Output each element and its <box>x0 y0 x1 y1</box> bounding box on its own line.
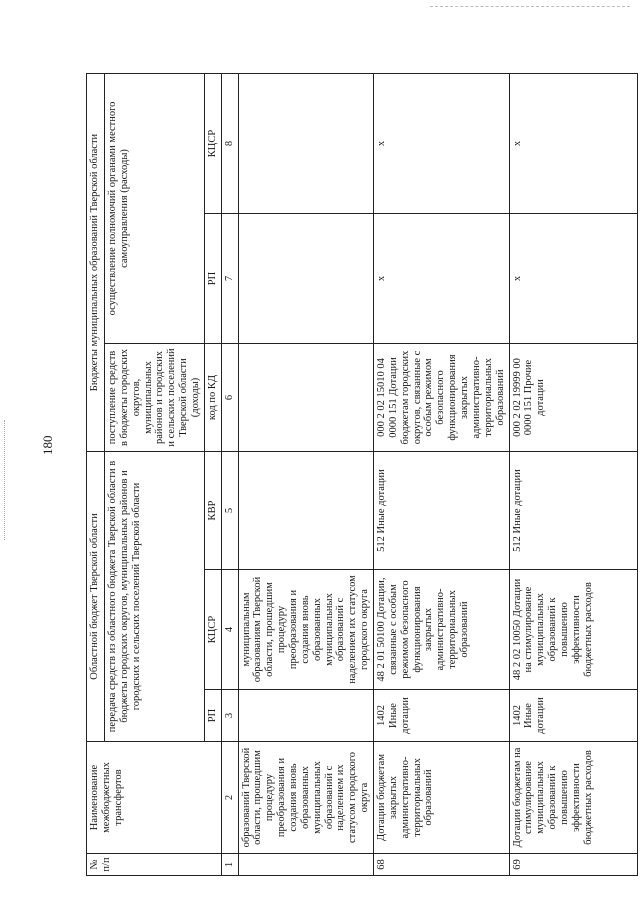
row-name: Дотации бюджетам закрытых административно-территориальных образований <box>374 742 509 854</box>
row-rp2 <box>238 214 373 344</box>
row-kd: 000 2 02 15010 04 0000 151 Дотации бюджетам городских округов, связанные с особым режимом безопасного функционирования закрытых административно-территориальных образований <box>374 344 509 452</box>
header-name: Наименование межбюджетных трансфертов <box>87 742 222 854</box>
row-no: 68 <box>374 854 509 876</box>
header-rp2: РП <box>204 214 221 344</box>
colnum-2: 2 <box>221 742 238 854</box>
colnum-8: 8 <box>221 74 238 214</box>
row-kcsr2: х <box>374 74 509 214</box>
table-row <box>238 74 373 876</box>
header-expense: осуществление полномочий органами местного самоуправления (расходы) <box>105 74 205 344</box>
header-rp: РП <box>204 690 221 742</box>
row-kcsr: муниципальным образованиям Тверской области, прошедшим процедуру преобразования и создания вновь образованных муниципальных образований с наделением их статусом городского округа <box>238 570 373 690</box>
transfers-table-container <box>86 74 610 876</box>
row-kd <box>238 344 373 452</box>
transfers-table <box>86 73 638 876</box>
colnum-5: 5 <box>221 452 238 570</box>
colnum-7: 7 <box>221 214 238 344</box>
header-oblast-sub: передача средств из областного бюджета Тверской области в бюджеты городских округов, муниципальных районов и городских и сельских поселений Тверской области <box>105 452 205 742</box>
table-row <box>374 74 509 876</box>
header-kcsr2: КЦСР <box>204 74 221 214</box>
header-kcsr: КЦСР <box>204 570 221 690</box>
row-rp2: х <box>509 214 637 344</box>
row-name: Дотации бюджетам на стимулирование муниципальных образований к повышению эффективности бюджетных расходов <box>509 742 637 854</box>
row-rp2: х <box>374 214 509 344</box>
header-no: № п/п <box>87 854 222 876</box>
colnum-1: 1 <box>221 854 238 876</box>
row-rp: 1402 Иные дотации <box>374 690 509 742</box>
row-kd: 000 2 02 19999 00 0000 151 Прочие дотации <box>509 344 637 452</box>
row-kvr <box>238 452 373 570</box>
row-kvr: 512 Иные дотации <box>509 452 637 570</box>
row-kcsr2 <box>238 74 373 214</box>
colnum-6: 6 <box>221 344 238 452</box>
row-no: 69 <box>509 854 637 876</box>
row-kcsr: 48 2 01 50100 Дотации, связанные с особым режимом безопасного функционирования закрытых административно-территориальных образований <box>374 570 509 690</box>
row-kcsr2: х <box>509 74 637 214</box>
colnum-4: 4 <box>221 570 238 690</box>
row-kvr: 512 Иные дотации <box>374 452 509 570</box>
row-no <box>238 854 373 876</box>
header-oblast: Областной бюджет Тверской области <box>87 452 105 742</box>
header-kvr: КВР <box>204 452 221 570</box>
row-rp: 1402 Иные дотации <box>509 690 637 742</box>
row-rp <box>238 690 373 742</box>
header-municip: Бюджеты муниципальных образований Тверской области <box>87 74 105 452</box>
header-income: поступление средств в бюджеты городских округов, муниципальных районов и городских и сельских поселений Тверской области (доходы) <box>105 344 205 452</box>
row-name: образований Тверской области, прошедшим процедуру преобразования и создания вновь образованных муниципальных образований с наделением их статусом городского округа <box>238 742 373 854</box>
row-kcsr: 48 2 02 10050 Дотации на стимулирование муниципальных образований к повышению эффективности бюджетных расходов <box>509 570 637 690</box>
page-number: 180 <box>40 435 55 455</box>
header-kod-kd: код по КД <box>204 344 221 452</box>
table-row <box>509 74 637 876</box>
colnum-3: 3 <box>221 690 238 742</box>
